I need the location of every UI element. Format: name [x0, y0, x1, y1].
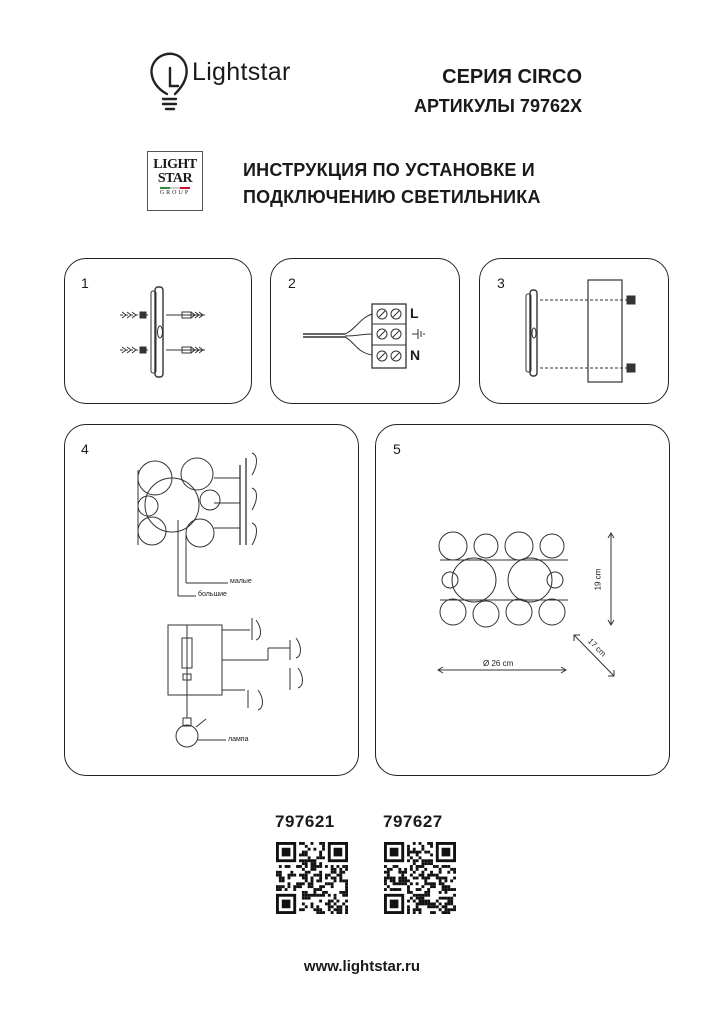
group-logo-line3: GROUP	[159, 190, 191, 196]
depth-dimension: 17 cm	[586, 636, 608, 659]
step-panel-5	[375, 424, 670, 776]
step-panel-3	[479, 258, 669, 404]
lamp-label: лампа	[228, 736, 249, 743]
series-title: СЕРИЯ CIRCO	[442, 66, 582, 88]
brand-name: Lightstar	[192, 58, 291, 86]
diameter-dimension: Ø 26 cm	[483, 659, 514, 668]
instruction-title-line1: ИНСТРУКЦИЯ ПО УСТАНОВКЕ И	[243, 160, 535, 180]
article-numbers: АРТИКУЛЫ 79762X	[414, 96, 582, 116]
lightstar-logo-icon	[152, 54, 187, 109]
step-number-1: 1	[81, 275, 89, 291]
step-panel-2	[270, 258, 460, 404]
instruction-title-line2: ПОДКЛЮЧЕНИЮ СВЕТИЛЬНИКА	[243, 187, 541, 207]
group-logo-line1: LIGHT	[153, 157, 197, 172]
large-shades-label: большие	[198, 591, 227, 598]
step-panel-4	[64, 424, 359, 776]
terminal-live-label: L	[410, 305, 419, 321]
step-number-3: 3	[497, 275, 505, 291]
terminal-neutral-label: N	[410, 347, 421, 363]
step-number-5: 5	[393, 441, 401, 457]
article-code-797627: 797627	[383, 812, 443, 831]
step-panel-1	[64, 258, 252, 404]
website-link[interactable]: www.lightstar.ru	[303, 958, 421, 975]
step-number-4: 4	[81, 441, 89, 457]
qr-code-797627[interactable]	[384, 842, 456, 914]
article-code-797621: 797621	[275, 812, 335, 831]
step-number-2: 2	[288, 275, 296, 291]
lightstar-group-logo	[147, 151, 203, 211]
qr-code-797621[interactable]	[276, 842, 348, 914]
group-logo-line2: STAR	[157, 171, 193, 186]
small-shades-label: малые	[230, 578, 252, 585]
height-dimension: 19 cm	[593, 568, 603, 591]
